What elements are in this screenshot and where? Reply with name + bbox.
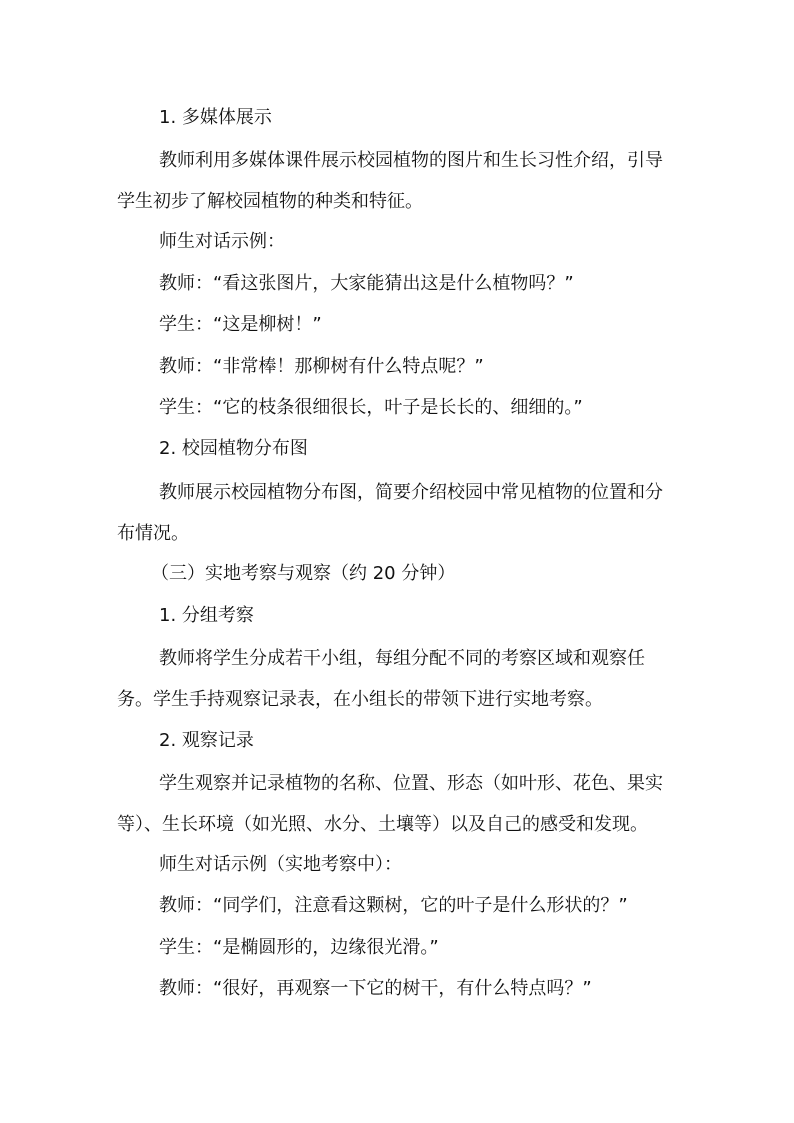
dialog-line-student-2: 学生：“它的枝条很细很长，叶子是长长的、细细的。” xyxy=(159,397,583,418)
section-heading-field-study: （三）实地考察与观察（约 20 分钟） xyxy=(151,563,456,584)
paragraph-multimedia: 教师利用多媒体课件展示校园植物的图片和生长习性介绍，引导学生初步了解校园植物的种类和特征。 xyxy=(117,150,663,212)
dialog-line-teacher-2: 教师：“非常棒！那柳树有什么特点呢？” xyxy=(159,356,484,377)
paragraph-observation-record: 学生观察并记录植物的名称、位置、形态（如叶形、花色、果实等）、生长环境（如光照、水分、土壤等）以及自己的感受和发现。 xyxy=(117,773,663,835)
section-heading-multimedia: 1. 多媒体展示 xyxy=(159,107,272,128)
section-heading-distribution-map: 2. 校园植物分布图 xyxy=(159,438,308,459)
dialog-line-teacher-3: 教师：“同学们，注意看这颗树，它的叶子是什么形状的？” xyxy=(159,895,628,916)
dialog-line-student-3: 学生：“是椭圆形的，边缘很光滑。” xyxy=(159,937,439,958)
dialog-field-label: 师生对话示例（实地考察中）： xyxy=(159,854,402,875)
dialog-line-student-1: 学生：“这是柳树！” xyxy=(159,314,322,335)
section-heading-observation-record: 2. 观察记录 xyxy=(159,730,254,751)
dialog-example-label: 师生对话示例： xyxy=(159,231,285,252)
dialog-line-teacher-1: 教师：“看这张图片，大家能猜出这是什么植物吗？” xyxy=(159,273,574,294)
dialog-line-teacher-4: 教师：“很好，再观察一下它的树干，有什么特点吗？” xyxy=(159,978,592,999)
paragraph-group-study: 教师将学生分成若干小组，每组分配不同的考察区域和观察任务。学生手持观察记录表，在小组长的带领下进行实地考察。 xyxy=(117,648,645,710)
section-heading-group-study: 1. 分组考察 xyxy=(159,605,254,626)
paragraph-distribution-map: 教师展示校园植物分布图，简要介绍校园中常见植物的位置和分布情况。 xyxy=(117,482,663,544)
